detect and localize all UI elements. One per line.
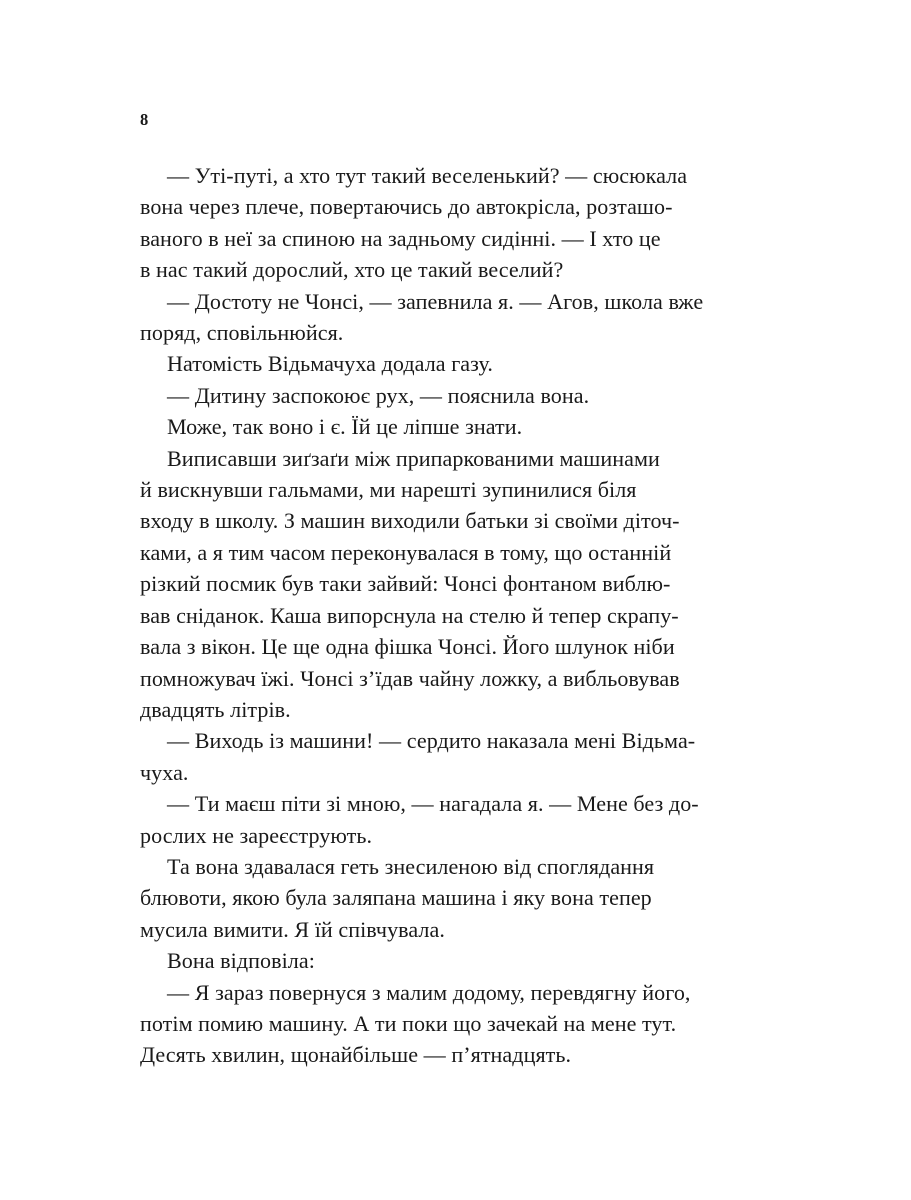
text-line: поряд, сповільнюйся. (140, 320, 344, 346)
text-line: входу в школу. З машин виходили батьки зі своїми діточ- (140, 508, 680, 534)
text-line: мусила вимити. Я їй співчувала. (140, 916, 445, 942)
paragraph (140, 725, 776, 788)
text-line: Вона відповіла: (167, 948, 315, 974)
paragraph (140, 788, 776, 851)
text-line: Натомість Відьмачуха додала газу. (167, 351, 493, 377)
paragraph (140, 380, 776, 411)
text-line: чуха. (140, 759, 189, 785)
paragraph (140, 160, 776, 286)
text-line: — Достоту не Чонсі, — запевнила я. — Агов, школа вже (167, 288, 704, 314)
text-line: й вискнувши гальмами, ми нарешті зупинилися біля (140, 477, 637, 503)
paragraph (140, 851, 776, 945)
paragraph (140, 977, 776, 1071)
text-line: Десять хвилин, щонайбільше — п’ятнадцять. (140, 1042, 572, 1068)
text-line: різкий посмик був таки зайвий: Чонсі фонтаном виблю- (140, 571, 671, 597)
page-number: 8 (140, 110, 149, 129)
text-line: — Дитину заспокоює рух, — пояснила вона. (167, 382, 590, 408)
text-line: ками, а я тим часом переконувалася в тому, що останній (140, 539, 672, 565)
text-line: Виписавши зиґзаґи між припаркованими машинами (167, 445, 660, 471)
text-line: — Я зараз повернуся з малим додому, перевдягну його, (167, 979, 691, 1005)
text-line: в нас такий дорослий, хто це такий веселий? (140, 257, 564, 283)
text-line: блювоти, якою була заляпана машина і яку вона тепер (140, 885, 652, 911)
text-line: — Уті-путі, а хто тут такий веселенький? — сюсюкала (167, 163, 688, 188)
text-line: двадцять літрів. (140, 696, 291, 722)
paragraph (140, 286, 776, 349)
text-line: Та вона здавалася геть знесиленою від споглядання (167, 853, 655, 879)
paragraph (140, 411, 776, 442)
paragraph (140, 348, 776, 379)
text-line: Може, так воно і є. Їй це ліпше знати. (167, 414, 523, 440)
text-line: вав сніданок. Каша випорснула на стелю й тепер скрапу- (140, 602, 679, 628)
text-line: помножувач їжі. Чонсі з’їдав чайну ложку, а вибльовував (140, 665, 680, 691)
text-line: ваного в неї за спиною на задньому сидінні. — І хто це (140, 225, 661, 251)
text-line: вона через плече, повертаючись до автокрісла, розташо- (140, 194, 673, 220)
text-line: — Ти маєш піти зі мною, — нагадала я. — Мене без до- (167, 791, 699, 817)
body-text-block (140, 160, 776, 1071)
paragraph (140, 945, 776, 976)
text-line: потім помию машину. А ти поки що зачекай на мене тут. (140, 1010, 677, 1036)
text-line: вала з вікон. Це ще одна фішка Чонсі. Його шлунок ніби (140, 634, 675, 660)
text-line: — Виходь із машини! — сердито наказала мені Відьма- (167, 728, 696, 754)
text-line: рослих не зареєструють. (140, 822, 373, 848)
paragraph (140, 443, 776, 726)
